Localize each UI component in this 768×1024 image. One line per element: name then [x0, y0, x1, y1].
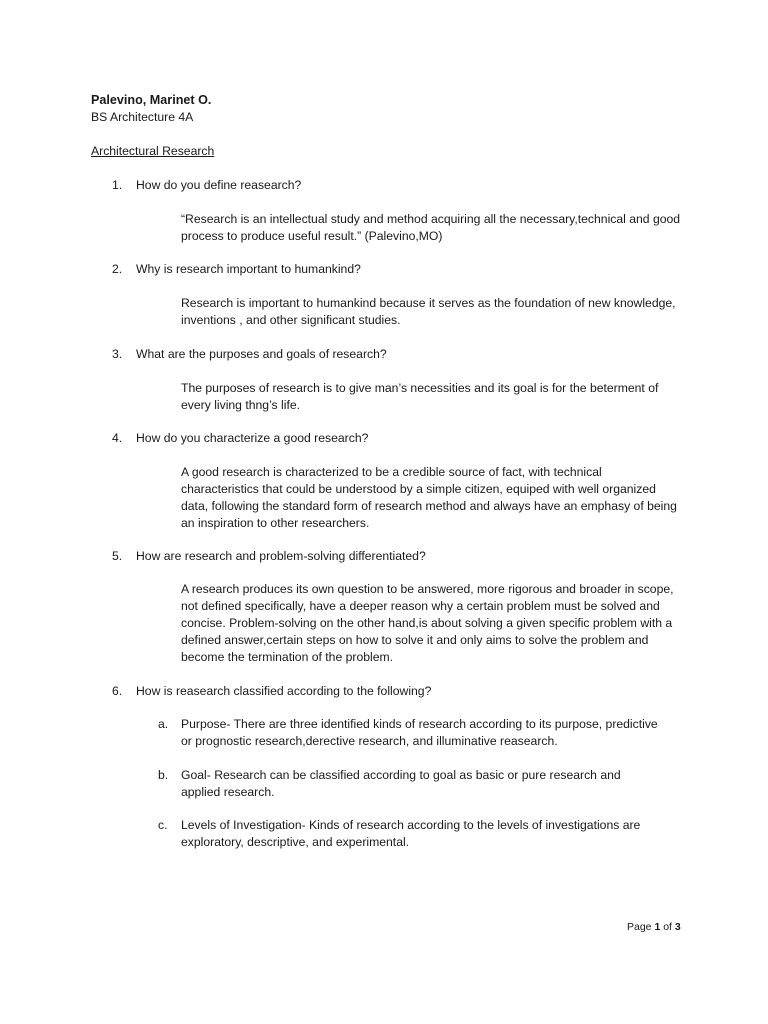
question-number: 4. — [112, 431, 123, 445]
author-name: Palevino, Marinet O. — [91, 93, 212, 107]
answer-text: A good research is characterized to be a credible source of fact, with technical characteristics that could be understood by a simple citizen, equiped with well organized data, following the standard form of research method and always have an emphasy of being an inspiration to other researchers. — [181, 465, 677, 530]
page-prefix: Page — [627, 921, 655, 933]
classification-letter: c. — [158, 818, 168, 832]
question-text: How do you define reasearch? — [136, 178, 302, 192]
question-text: How are research and problem-solving differentiated? — [136, 549, 426, 563]
answer-text: A research produces its own question to be answered, more rigorous and broader in scope, not defined specifically, have a deeper reason why a certain problem must be solved and concise. Problem-solving on the other hand,is about solving a given specific problem with a defined answer,certain steps on how to solve it and only aims to solve the problem and become the termination of the problem. — [181, 582, 674, 664]
classification-text: Goal- Research can be classified according to goal as basic or pure research and applied research. — [181, 768, 621, 799]
question-number: 3. — [112, 347, 123, 361]
question-text: Why is research important to humankind? — [136, 262, 361, 276]
question-number: 6. — [112, 684, 123, 698]
answer-text: Research is important to humankind because it serves as the foundation of new knowledge, inventions , and other significant studies. — [181, 296, 676, 327]
classification-text: Levels of Investigation- Kinds of research according to the levels of investigations are exploratory, descriptive, and experimental. — [181, 818, 641, 849]
page-separator: of — [660, 921, 675, 933]
answer-text: The purposes of research is to give man’s necessities and its goal is for the beterment of every living thng’s life. — [181, 381, 659, 412]
question-text: What are the purposes and goals of research? — [136, 347, 387, 361]
classification-text: Purpose- There are three identified kinds of research according to its purpose, predictive or prognostic research,derective research, and illuminative reasearch. — [181, 717, 658, 748]
page-total: 3 — [674, 921, 681, 933]
program-label: BS Architecture 4A — [91, 110, 194, 124]
page-indicator — [627, 919, 681, 936]
classification-letter: a. — [158, 717, 169, 731]
course-title: Architectural Research — [91, 144, 215, 158]
question-text: How do you characterize a good research? — [136, 431, 369, 445]
question-number: 5. — [112, 549, 123, 563]
question-number: 1. — [112, 178, 123, 192]
page-current: 1 — [654, 921, 661, 933]
question-text: How is reasearch classified according to the following? — [136, 684, 432, 698]
answer-text: “Research is an intellectual study and method acquiring all the necessary,technical and good process to produce useful result.” (Palevino,MO) — [181, 212, 681, 243]
classification-letter: b. — [158, 768, 169, 782]
question-number: 2. — [112, 262, 123, 276]
